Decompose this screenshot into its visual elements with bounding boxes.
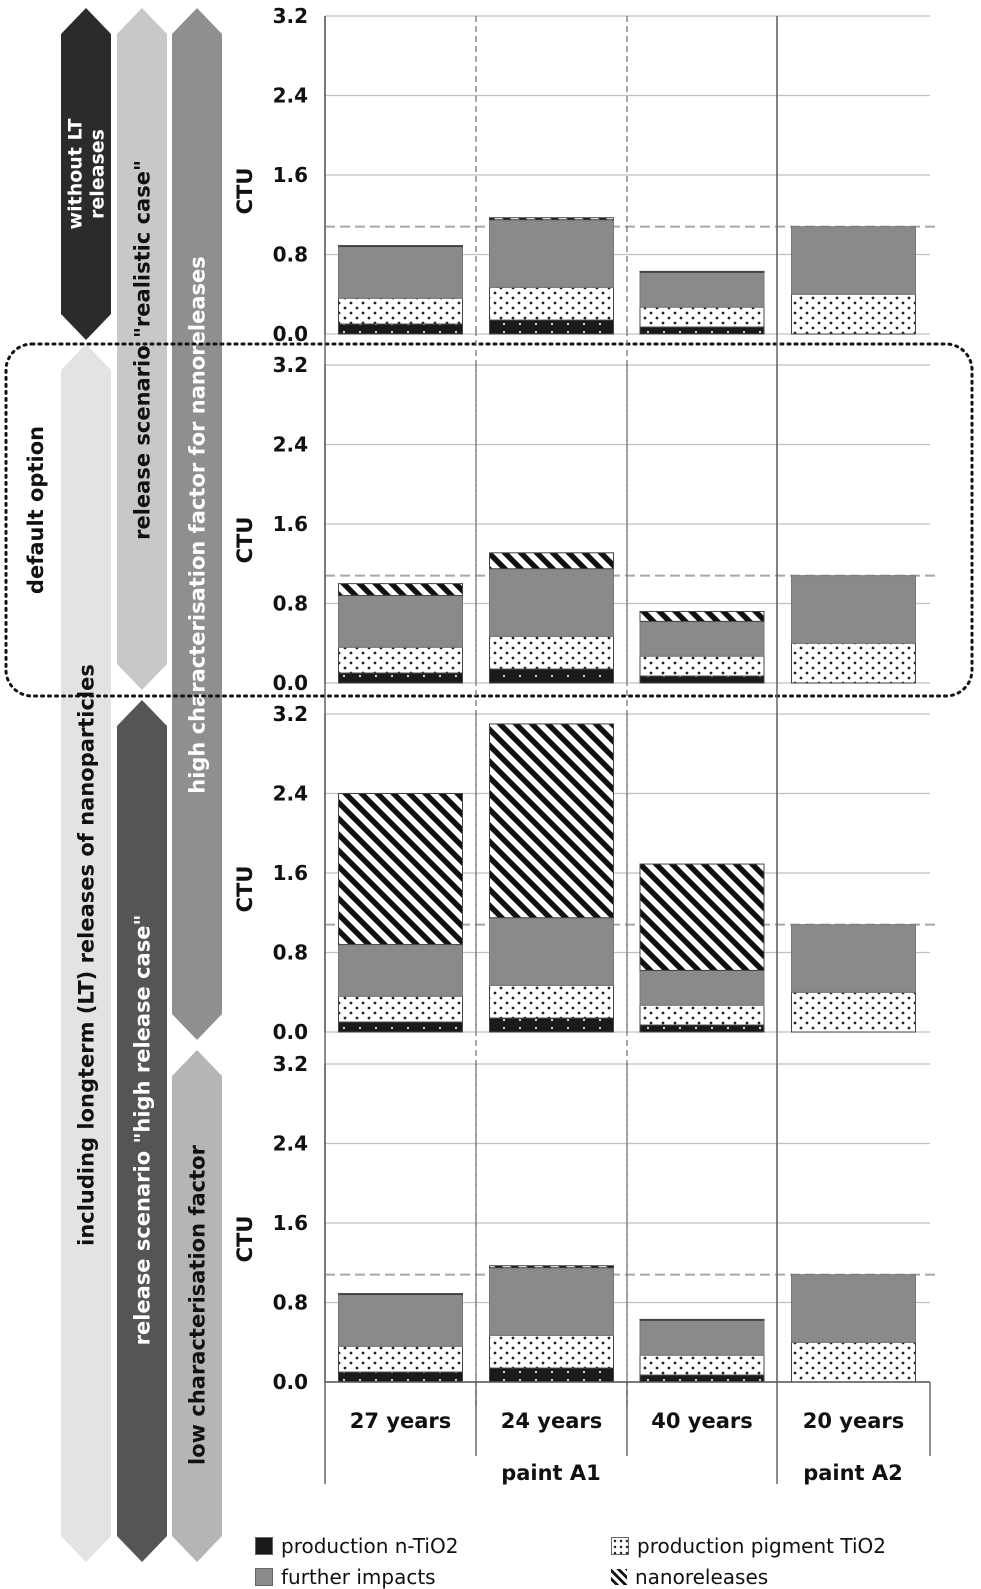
y-tick-label: 3.2 (272, 4, 308, 28)
y-tick-label: 0.0 (272, 671, 308, 695)
bar-further-impacts (339, 945, 463, 997)
bar-pigment-tio2 (640, 1355, 764, 1375)
x-tick-label: 20 years (802, 1409, 905, 1433)
y-tick-label: 0.0 (272, 1370, 308, 1394)
bar-pigment-tio2 (792, 294, 916, 334)
label-high-release: release scenario "high release case" (130, 914, 155, 1346)
bar-nanoreleases (339, 246, 463, 247)
bar-n-tio2 (490, 1368, 614, 1382)
bar-further-impacts (339, 247, 463, 299)
bar-further-impacts (490, 220, 614, 288)
bar-nanoreleases (640, 1319, 764, 1320)
bar-nanoreleases (640, 611, 764, 621)
bar-n-tio2 (640, 327, 764, 334)
bar-n-tio2 (490, 320, 614, 334)
bar-further-impacts (490, 918, 614, 986)
bar-further-impacts (490, 1268, 614, 1336)
y-tick-label: 0.8 (272, 242, 308, 267)
bar-pigment-tio2 (640, 1005, 764, 1025)
bar-nanoreleases (490, 1266, 614, 1268)
label-without-lt: without LT (64, 118, 87, 230)
y-tick-label: 0.8 (272, 591, 308, 616)
legend-label-n-tio2: production n-TiO2 (281, 1534, 459, 1558)
legend-label-pigment-tio2: production pigment TiO2 (637, 1534, 886, 1558)
y-tick-label: 1.6 (272, 512, 308, 536)
y-tick-label: 2.4 (272, 1131, 308, 1156)
bar-pigment-tio2 (339, 647, 463, 673)
y-tick-label: 2.4 (272, 432, 308, 457)
bar-further-impacts (640, 1320, 764, 1355)
x-tick-label: 24 years (500, 1409, 603, 1433)
legend-item-nanoreleases (611, 1565, 768, 1589)
bar-nanoreleases (339, 1294, 463, 1295)
y-tick-label: 3.2 (272, 1052, 308, 1076)
bar-n-tio2 (640, 1025, 764, 1032)
bar-pigment-tio2 (339, 298, 463, 324)
label-including-lt: including longterm (LT) releases of nanoparticles (74, 664, 99, 1246)
bar-nanoreleases (490, 724, 614, 918)
bar-pigment-tio2 (640, 307, 764, 327)
bar-n-tio2 (640, 1375, 764, 1382)
bar-further-impacts (339, 596, 463, 648)
panel-3 (233, 702, 935, 1044)
bar-pigment-tio2 (792, 643, 916, 683)
bar-further-impacts (640, 272, 764, 307)
legend-swatch-nanoreleases (611, 1569, 627, 1585)
y-tick-label: 1.6 (272, 1211, 308, 1235)
y-axis-label: CTU (233, 1215, 257, 1263)
bar-pigment-tio2 (339, 1346, 463, 1372)
bar-nanoreleases (339, 584, 463, 596)
y-tick-label: 1.6 (272, 861, 308, 885)
bar-pigment-tio2 (490, 636, 614, 669)
legend-item-pigment-tio2 (611, 1534, 886, 1558)
y-tick-label: 3.2 (272, 702, 308, 726)
panel-4 (233, 1052, 935, 1394)
bar-pigment-tio2 (490, 985, 614, 1018)
y-tick-label: 3.2 (272, 353, 308, 377)
y-tick-label: 0.0 (272, 1020, 308, 1044)
legend-swatch-pigment-tio2 (611, 1537, 629, 1555)
chart-panels (233, 4, 935, 1394)
bar-n-tio2 (490, 669, 614, 683)
bar-nanoreleases (640, 864, 764, 970)
bar-further-impacts (490, 569, 614, 637)
y-axis-label: CTU (233, 516, 257, 564)
bar-n-tio2 (490, 1018, 614, 1032)
bar-nanoreleases (640, 271, 764, 272)
y-tick-label: 2.4 (272, 781, 308, 806)
legend-label-further-impacts: further impacts (281, 1565, 436, 1589)
bar-nanoreleases (490, 218, 614, 220)
legend (255, 1534, 975, 1589)
label-realistic-case: release scenario "realistic case" (130, 160, 155, 540)
default-option-label: default option (24, 425, 48, 595)
bar-further-impacts (640, 970, 764, 1005)
bar-n-tio2 (339, 324, 463, 334)
bar-nanoreleases (490, 553, 614, 569)
label-low-cf: low characterisation factor (185, 1145, 210, 1465)
legend-item-further-impacts (255, 1565, 436, 1589)
bar-pigment-tio2 (339, 996, 463, 1022)
bar-further-impacts (792, 576, 916, 644)
y-tick-label: 1.6 (272, 163, 308, 187)
bar-further-impacts (339, 1295, 463, 1347)
legend-swatch-n-tio2 (255, 1537, 273, 1555)
panel-2 (233, 353, 935, 695)
group-label: paint A2 (803, 1461, 903, 1485)
bar-n-tio2 (339, 673, 463, 683)
bar-further-impacts (792, 227, 916, 295)
x-tick-label: 40 years (651, 1409, 753, 1433)
legend-item-n-tio2 (255, 1534, 458, 1558)
bar-n-tio2 (640, 676, 764, 683)
group-label: paint A1 (501, 1461, 601, 1485)
y-axis-label: CTU (233, 167, 257, 215)
bar-pigment-tio2 (792, 992, 916, 1032)
x-tick-label: 27 years (349, 1409, 452, 1433)
bar-further-impacts (640, 621, 764, 656)
y-tick-label: 2.4 (272, 83, 308, 108)
legend-label-nanoreleases: nanoreleases (635, 1565, 769, 1589)
bar-pigment-tio2 (490, 287, 614, 320)
label-without-lt: releases (86, 129, 109, 219)
bar-pigment-tio2 (490, 1335, 614, 1368)
bar-n-tio2 (339, 1022, 463, 1032)
bar-nanoreleases (339, 794, 463, 945)
panel-1 (233, 4, 935, 346)
legend-swatch-further-impacts (255, 1568, 273, 1586)
y-axis-label: CTU (233, 865, 257, 913)
bar-n-tio2 (339, 1372, 463, 1382)
bar-further-impacts (792, 925, 916, 993)
y-tick-label: 0.8 (272, 940, 308, 965)
bar-further-impacts (792, 1275, 916, 1343)
label-high-cf: high characterisation factor for nanoreleases (185, 256, 210, 794)
y-tick-label: 0.8 (272, 1290, 308, 1315)
bar-pigment-tio2 (792, 1342, 916, 1382)
y-tick-label: 0.0 (272, 322, 308, 346)
bar-pigment-tio2 (640, 656, 764, 676)
scenario-labels (61, 8, 222, 1562)
